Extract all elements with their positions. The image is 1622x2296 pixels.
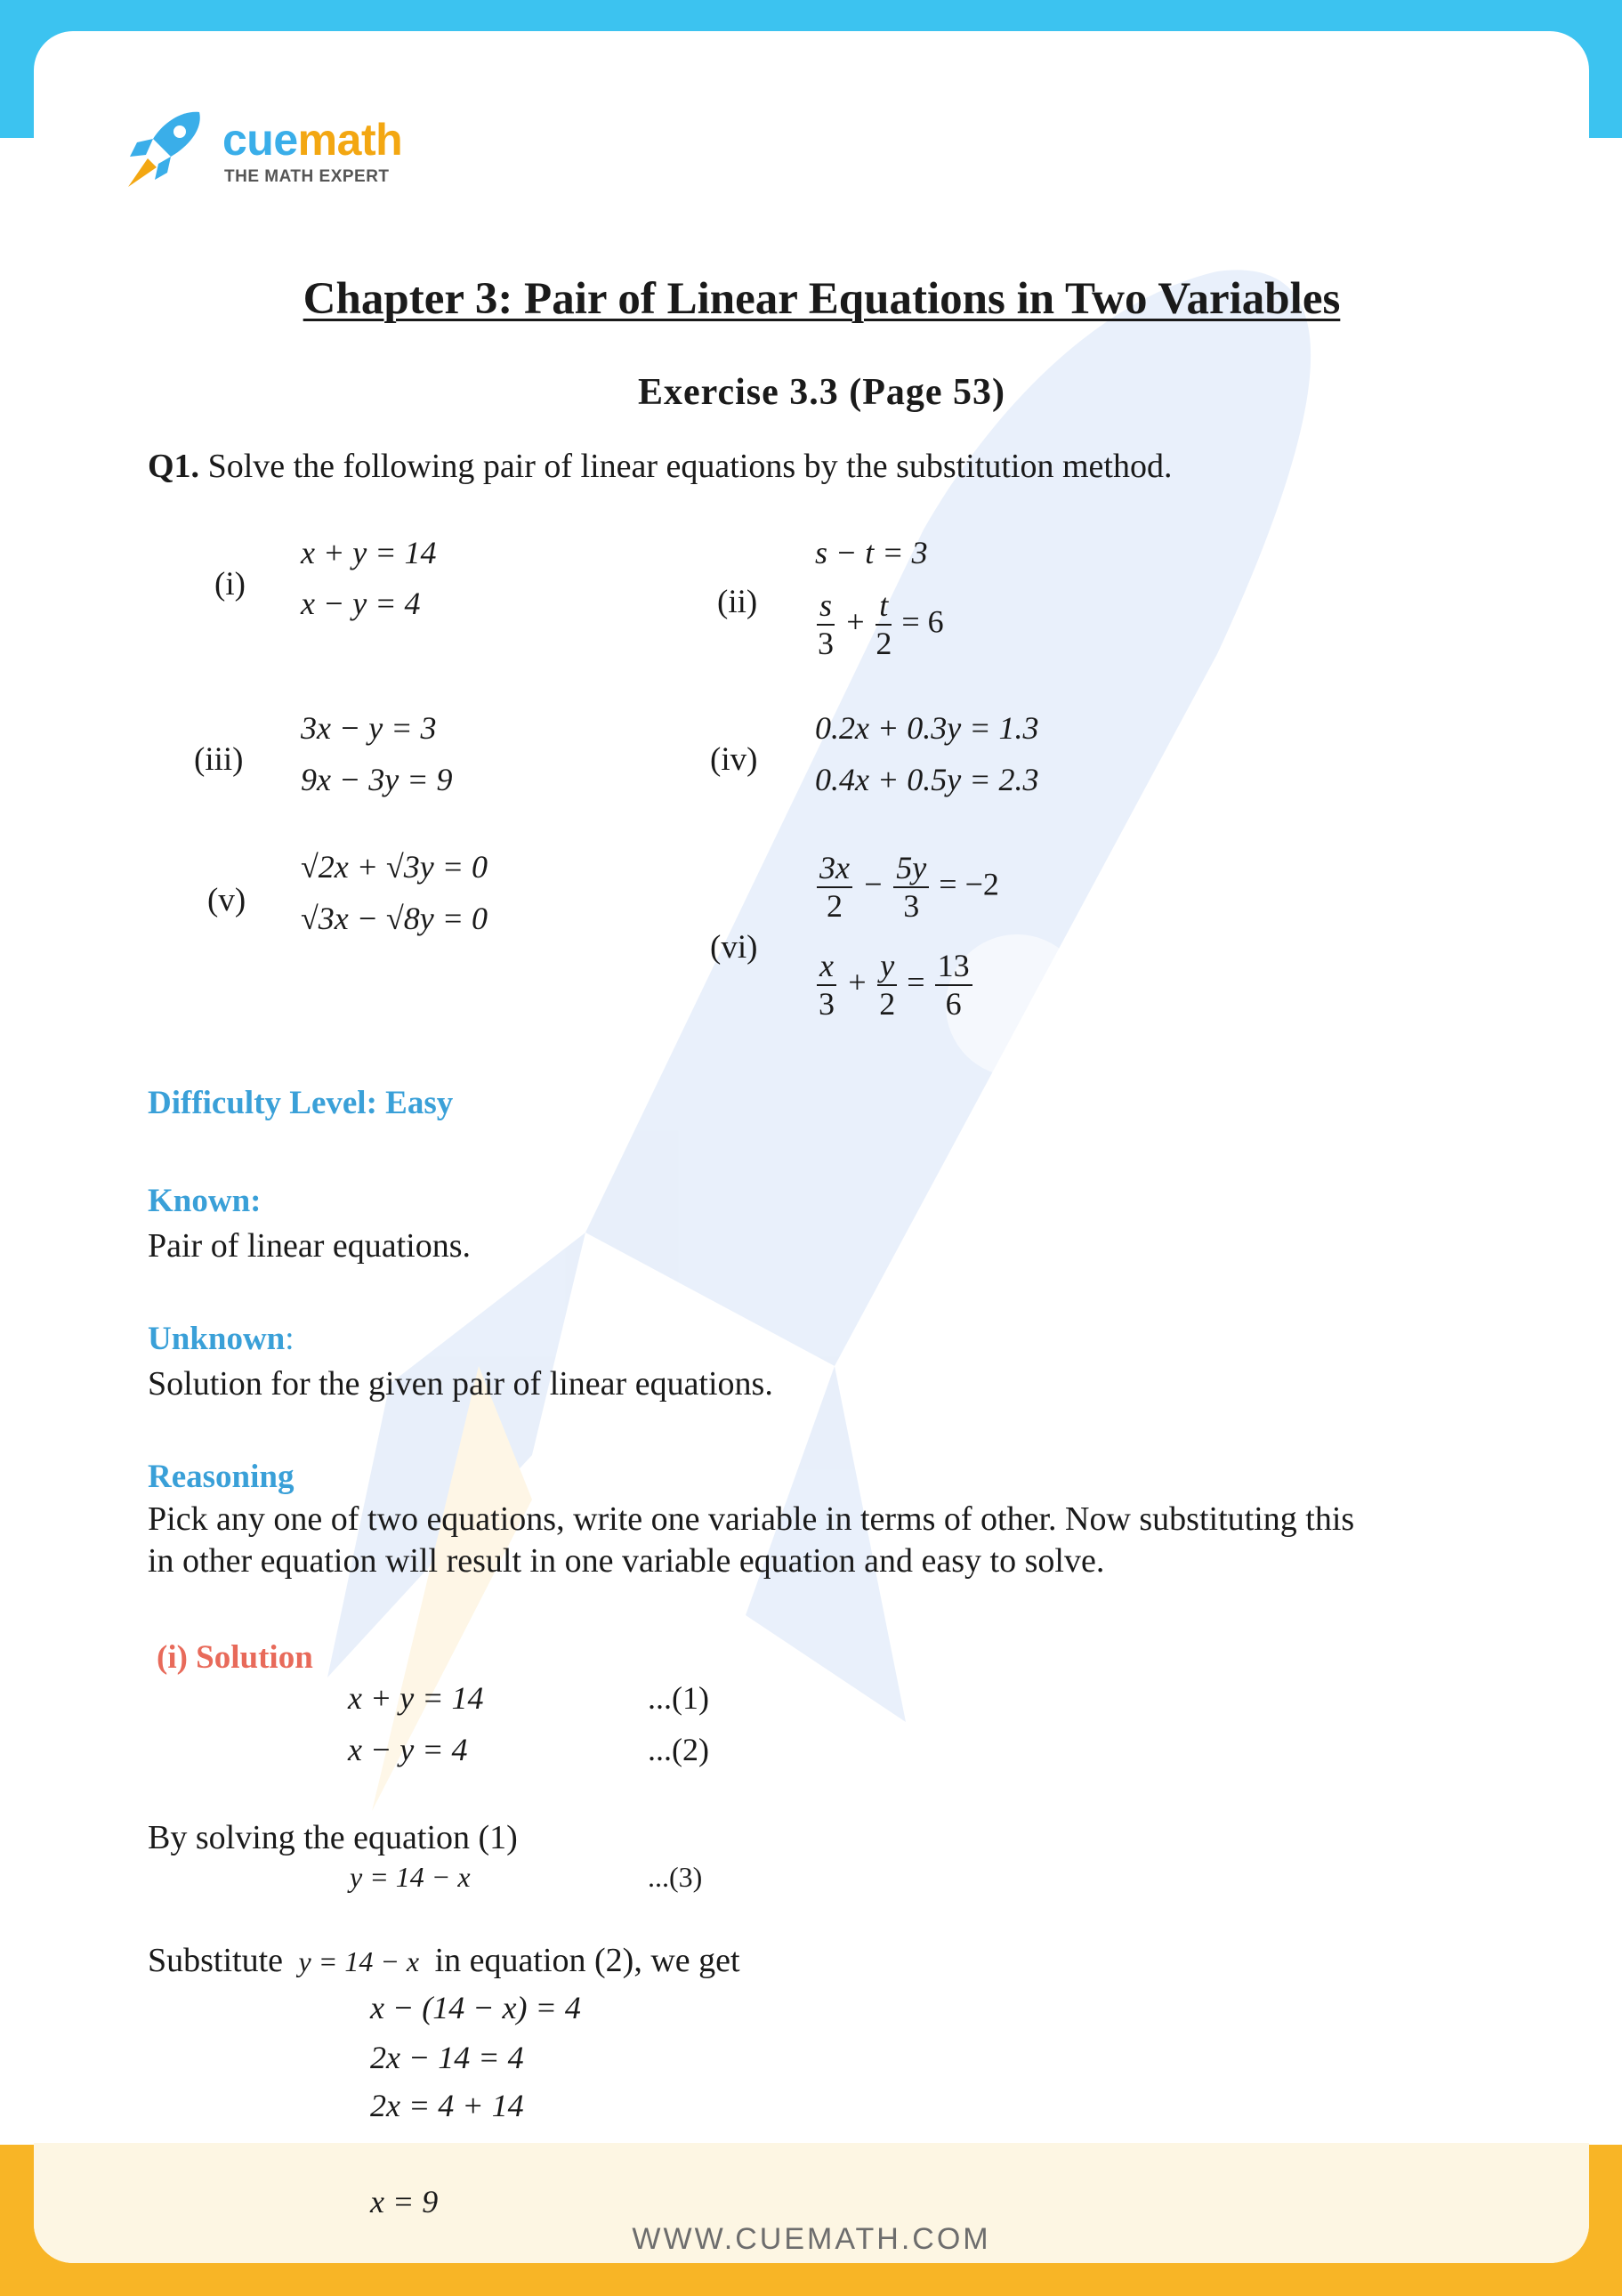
part-ii-eq1: s − t = 3 [815,535,928,570]
part-iii-eq2: 9x − 3y = 9 [301,762,453,797]
footer-url: WWW.CUEMATH.COM [632,2222,991,2256]
question-text: Solve the following pair of linear equations by the substitution method. [207,448,1173,485]
logo-tagline: THE MATH EXPERT [224,167,390,186]
solution-eq1: x + y = 14 [348,1680,484,1716]
substitute-expression: y = 14 − x [298,1945,420,1977]
cuemath-logo [123,107,425,196]
unknown-text: Solution for the given pair of linear equations. [148,1365,773,1403]
part-label-iii: (iii) [194,741,244,778]
substitute-line: Substitute y = 14 − x in equation (2), we get [148,1942,740,1979]
reasoning-line-1: Pick any one of two equations, write one variable in terms of other. Now substituting this [148,1500,1355,1538]
rocket-logo-icon [123,107,208,192]
question-number: Q1. [148,448,200,485]
reasoning-heading: Reasoning [148,1459,295,1495]
difficulty-level: Difficulty Level: Easy [148,1085,454,1121]
logo-wordmark: cuemath [222,115,403,165]
known-text: Pair of linear equations. [148,1227,472,1265]
part-v-eq2: √3x − √8y = 0 [301,901,488,936]
solution-tag3: ...(3) [648,1861,703,1893]
solution-heading: (i) Solution [157,1639,313,1676]
part-label-vi: (vi) [710,929,758,966]
solution-step-text: By solving the equation (1) [148,1819,518,1856]
part-iii-eq1: 3x − y = 3 [301,710,437,746]
page-title: Chapter 3: Pair of Linear Equations in Two Variables [303,274,1341,324]
part-v-eq1: √2x + √3y = 0 [301,849,488,885]
solution-eq2: x − y = 4 [348,1732,468,1767]
part-label-i: (i) [214,566,246,602]
question-statement [148,447,1172,486]
exercise-subtitle: Exercise 3.3 (Page 53) [637,372,1006,413]
solution-tag2: ...(2) [648,1732,709,1767]
reasoning-line-2: in other equation will result in one variable equation and easy to solve. [148,1542,1105,1580]
part-label-iv: (iv) [710,741,758,778]
part-iv-eq2: 0.4x + 0.5y = 2.3 [815,762,1039,797]
solution-step-5: x = 9 [370,2184,439,2219]
rocket-watermark-icon [34,31,1589,2263]
solution-eq3: y = 14 − x [350,1861,471,1893]
part-vi-eq2: $\frac{x}{3}$ + $\frac{y}{2}$ = $\frac{13}{6}$ [815,948,974,1023]
known-heading: Known: [148,1183,262,1219]
solution-step-3: 2x = 4 + 14 [370,2088,524,2123]
solution-step-2: 2x − 14 = 4 [370,2040,524,2075]
solution-step-1: x − (14 − x) = 4 [370,1990,581,2025]
solution-tag1: ...(1) [648,1680,709,1716]
part-iv-eq1: 0.2x + 0.3y = 1.3 [815,710,1039,746]
part-vi-eq1: $\frac{3x}{2}$ − $\frac{5y}{3}$ = −2 [815,850,999,926]
part-label-ii: (ii) [717,584,758,620]
unknown-heading: Unknown: [148,1321,295,1357]
part-i-eq2: x − y = 4 [301,586,421,621]
part-i-eq1: x + y = 14 [301,535,437,570]
page-card [34,31,1589,2263]
part-ii-eq2: $\frac{s}{3}$ + $\frac{t}{2}$ = 6 [818,587,944,662]
part-label-v: (v) [207,882,246,918]
